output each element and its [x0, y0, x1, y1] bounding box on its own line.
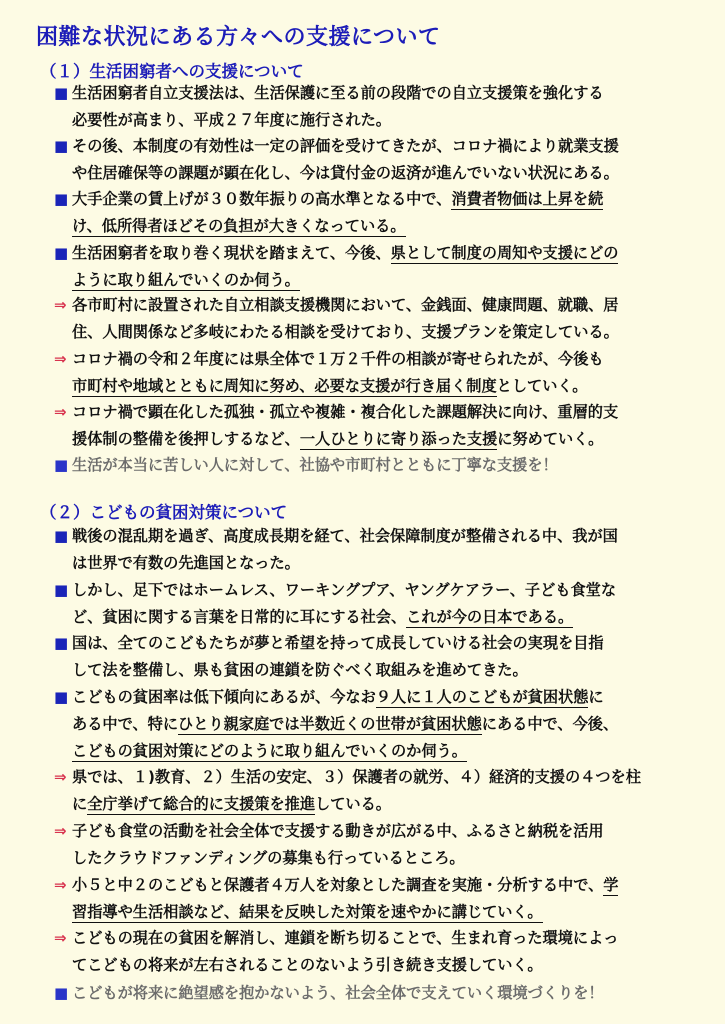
text-segment: てこどもの将来が左右されることのないよう引き続き支援していく。	[72, 956, 543, 974]
text-segment: としていく。	[496, 377, 588, 395]
text-line	[54, 267, 684, 294]
point-item	[54, 80, 684, 134]
response-item	[54, 292, 684, 346]
text-line	[54, 764, 684, 791]
text-segment: ど、貧困に関する言葉を日常的に耳にする社会、	[72, 608, 407, 626]
text-segment: 戦後の混乱期を過ぎ、高度成長期を経て、社会保障制度が整備される中、我が国	[72, 527, 618, 545]
text-segment: 生活が本当に苦しい人に対して、社協や市町村とともに丁寧な支援を！	[72, 456, 558, 474]
text-segment: ある中で、特に	[72, 715, 179, 733]
text-segment: その後、本制度の有効性は一定の評価を受けてきたが、コロナ禍により就業支援	[72, 137, 619, 155]
text-segment: 国は、全てのこどもたちが夢と希望を持って成長していける社会の実現を目指	[72, 634, 604, 652]
text-segment: 生活困窮者を取り巻く現状を踏まえて、今後、	[72, 244, 391, 262]
text-segment: に努めていく。	[497, 430, 604, 448]
arrow-right-icon: ⇒	[54, 822, 67, 840]
text-line	[54, 133, 684, 160]
text-segment: 必要性が高まり、平成２７年度に施行された。	[72, 111, 391, 129]
underlined-text: ように取り組んでいくのか伺う。	[72, 271, 300, 289]
text-segment: 生活困窮者自立支援法は、生活保護に至る前の段階での自立支援策を強化する	[72, 84, 604, 102]
square-bullet-icon: ■	[54, 244, 69, 262]
text-line	[54, 684, 684, 711]
text-line	[54, 523, 684, 550]
text-line	[54, 346, 684, 373]
underlined-text: 県として制度の周知や支援にどの	[390, 244, 619, 262]
text-line	[54, 426, 684, 453]
text-line	[54, 186, 684, 213]
underlined-text: 全庁挙げて総合的に支援策を推進	[87, 795, 315, 813]
arrow-right-icon: ⇒	[54, 768, 67, 786]
response-item	[54, 764, 684, 818]
underlined-text: 市町村や地域とともに周知に努め、必要な支援が行き届く制度	[72, 377, 497, 395]
underlined-text: け、低所得者ほどその負担が大きくなっている。	[72, 217, 406, 235]
text-line	[54, 240, 684, 267]
text-segment: コロナ禍の令和２年度には県全体で１万２千件の相談が寄せられたが、今後も	[72, 350, 604, 368]
underlined-text: 一人ひとりに寄り添った支援	[299, 430, 498, 448]
text-line	[54, 160, 684, 187]
text-line	[54, 373, 684, 400]
arrow-right-icon: ⇒	[54, 403, 67, 421]
underlined-text: ９人に１人のこどもが貧困状態	[375, 688, 589, 706]
text-segment: に	[588, 688, 604, 706]
square-bullet-icon: ■	[54, 688, 69, 706]
point-item	[54, 240, 684, 294]
text-line	[54, 845, 684, 872]
square-bullet-icon: ■	[54, 581, 69, 599]
text-line	[54, 952, 684, 979]
text-line	[54, 711, 684, 738]
text-line	[54, 925, 684, 952]
square-bullet-icon: ■	[54, 456, 69, 474]
underlined-text: ひとり親家庭では半数近くの世帯が貧困状態	[178, 715, 482, 733]
text-line	[54, 399, 684, 426]
point-item	[54, 133, 684, 187]
text-line	[54, 452, 684, 479]
point-item	[54, 186, 684, 240]
text-line	[54, 738, 684, 765]
text-segment: や住居確保等の課題が顕在化し、今は貸付金の返済が進んでいない状況にある。	[72, 164, 619, 182]
response-item	[54, 346, 684, 400]
point-item	[54, 577, 684, 631]
text-line	[54, 213, 684, 240]
response-item	[54, 925, 684, 979]
response-item	[54, 872, 684, 926]
text-segment: 各市町村に設置された自立相談支援機関において、金銭面、健康問題、就職、居	[72, 296, 619, 314]
text-segment: 大手企業の賃上げが３０数年振りの高水準となる中で、	[72, 190, 452, 208]
point-item	[54, 684, 684, 765]
text-line	[54, 577, 684, 604]
summary-item	[54, 452, 684, 479]
text-segment: にある中で、今後、	[481, 715, 619, 733]
square-bullet-icon: ■	[54, 137, 69, 155]
text-segment: したクラウドファンディングの募集も行っているところ。	[72, 849, 465, 867]
square-bullet-icon: ■	[54, 527, 69, 545]
arrow-right-icon: ⇒	[54, 929, 67, 947]
section-heading: （２）こどもの貧困対策について	[40, 503, 288, 522]
response-item	[54, 399, 684, 453]
arrow-right-icon: ⇒	[54, 350, 67, 368]
text-line	[54, 791, 684, 818]
text-segment: こどもの貧困率は低下傾向にあるが、今なお	[72, 688, 376, 706]
text-segment: こどもが将来に絶望感を抱かないよう、社会全体で支えていく環境づくりを！	[72, 984, 604, 1002]
text-line	[54, 107, 684, 134]
square-bullet-icon: ■	[54, 634, 69, 652]
arrow-right-icon: ⇒	[54, 876, 67, 894]
text-segment: 小５と中２のこどもと保護者４万人を対象とした調査を実施・分析する中で、	[72, 876, 604, 894]
point-item	[54, 630, 684, 684]
underlined-text: 学	[603, 876, 619, 894]
text-line	[54, 319, 684, 346]
text-segment: コロナ禍で顕在化した孤独・孤立や複雑・複合化した課題解決に向け、重層的支	[72, 403, 619, 421]
text-segment: している。	[315, 795, 391, 813]
square-bullet-icon: ■	[54, 190, 69, 208]
text-line	[54, 550, 684, 577]
square-bullet-icon: ■	[54, 84, 69, 102]
text-segment: に	[72, 795, 88, 813]
text-line	[54, 818, 684, 845]
text-segment: 子ども食堂の活動を社会全体で支援する動きが広がる中、ふるさと納税を活用	[72, 822, 604, 840]
text-line	[54, 604, 684, 631]
text-line	[54, 899, 684, 926]
text-segment: 県では、１)教育、２）生活の安定、３）保護者の就労、４）経済的支援の４つを柱	[72, 768, 641, 786]
text-segment: 援体制の整備を後押しするなど、	[72, 430, 300, 448]
square-bullet-icon: ■	[54, 984, 69, 1002]
text-line	[54, 980, 684, 1007]
text-segment: して法を整備し、県も貧困の連鎖を防ぐべく取組みを進めてきた。	[72, 661, 528, 679]
underlined-text: こどもの貧困対策にどのように取り組んでいくのか伺う。	[72, 742, 467, 760]
text-line	[54, 657, 684, 684]
page-title: 困難な状況にある方々への支援について	[36, 25, 441, 50]
summary-item	[54, 980, 684, 1007]
point-item	[54, 523, 684, 577]
section-heading: （１）生活困窮者への支援について	[40, 62, 304, 81]
underlined-text: 習指導や生活相談など、結果を反映した対策を速やかに講じていく。	[72, 903, 543, 921]
text-segment: 住、人間関係など多岐にわたる相談を受けており、支援プランを策定している。	[72, 323, 619, 341]
text-line	[54, 80, 684, 107]
text-line	[54, 872, 684, 899]
underlined-text: 消費者物価は上昇を続	[451, 190, 604, 208]
arrow-right-icon: ⇒	[54, 296, 67, 314]
text-segment: しかし、足下ではホームレス、ワーキングプア、ヤングケアラー、子ども食堂な	[72, 581, 617, 599]
text-segment: こどもの現在の貧困を解消し、連鎖を断ち切ることで、生まれ育った環境によっ	[72, 929, 619, 947]
text-line	[54, 292, 684, 319]
response-item	[54, 818, 684, 872]
underlined-text: これが今の日本である。	[406, 608, 574, 626]
text-line	[54, 630, 684, 657]
text-segment: は世界で有数の先進国となった。	[72, 554, 300, 572]
